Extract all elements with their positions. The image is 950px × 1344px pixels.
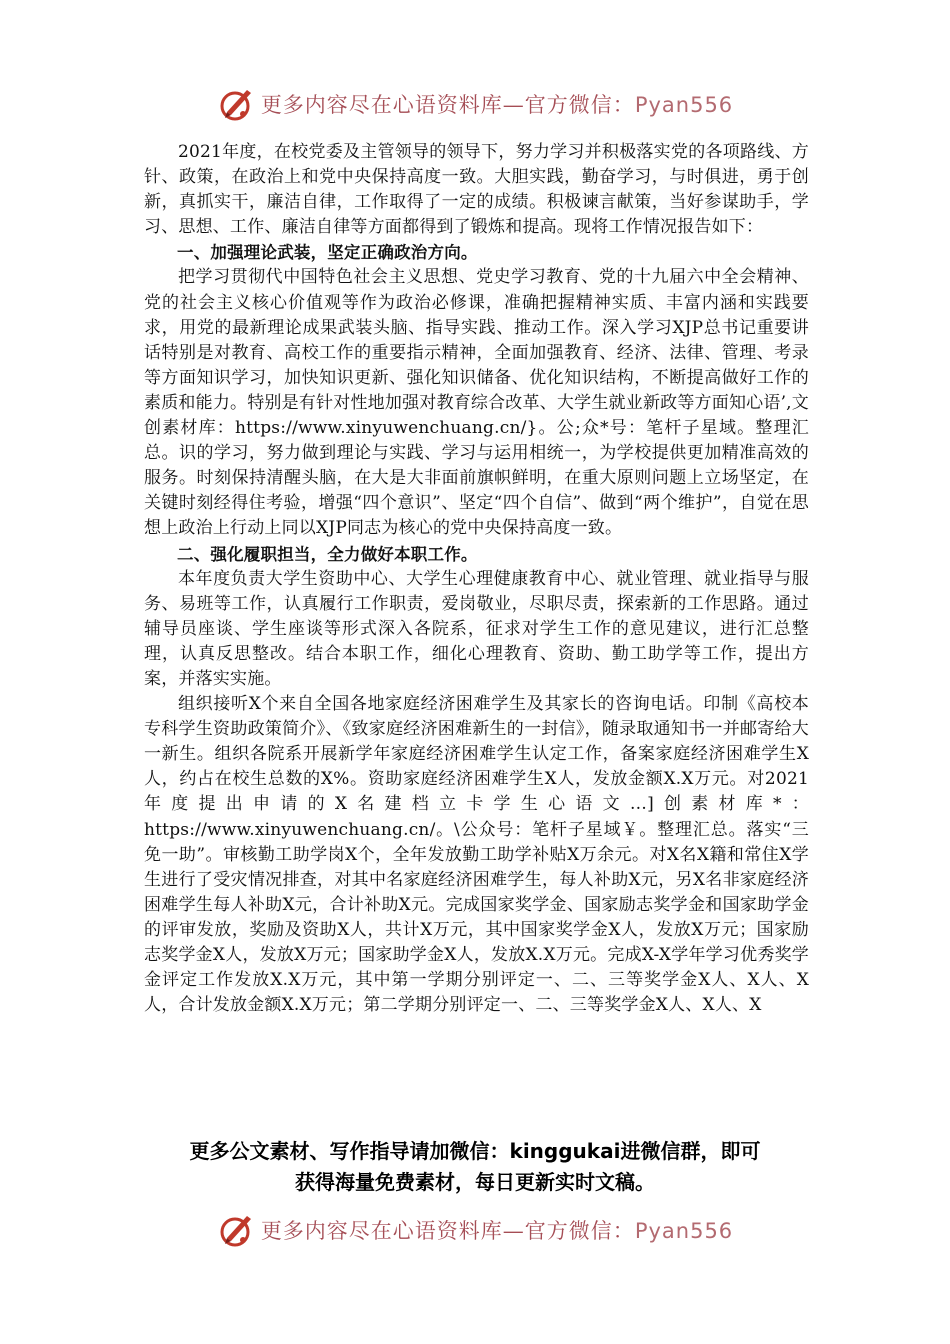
pen-logo-icon bbox=[217, 1210, 257, 1250]
section-2-paragraph-2: 组织接听X个来自全国各地家庭经济困难学生及其家长的咨询电话。印制《高校本专科学生资助政策简介》、《致家庭经济困难新生的一封信》，随录取通知书一并邮寄给大一新生。组织各院系开展新学年家庭经济困难学生认定工作，备案家庭经济困难学生X人，约占在校生总数的X%。资助家庭经济困难学生X人，发放金额X.X万元。对2021年度提出申请的X名建档立卡学生心语文…]创素材库*：https://www.xinyuwenchuang.cn/。\公众号：笔杆子星域￥。整理汇总。落实“三免一助”。审核勤工助学岗X个，全年发放勤工助学补贴X万余元。对X名X籍和常住X学生进行了受灾情况排查，对其中名家庭经济困难学生，每人补助X元，另X名非家庭经济困难学生每人补助X元，合计补助X元。完成国家奖学金、国家励志奖学金和国家助学金的评审发放，奖励及资助X人，共计X万元，其中国家奖学金X人，发放X万元；国家励志奖学金X人，发放X万元；国家助学金X人，发放X.X万元。完成X-X学年学习优秀奖学金评定工作发放X.X万元，其中第一学期分别评定一、二、三等奖学金X人、X人、X人，合计发放金额X.X万元；第二学期分别评定一、二、三等奖学金X人、X人、X bbox=[144, 694, 809, 1016]
section-1-paragraph: 把学习贯彻代中国特色社会主义思想、党史学习教育、党的十九届六中全会精神、党的社会主义核心价值观等作为政治必修课，准确把握精神实质、丰富内涵和实践要求，用党的最新理论成果武装头脑、指导实践、推动工作。深入学习XJP总书记重要讲话特别是对教育、高校工作的重要指示精神，全面加强教育、经济、法律、管理、考录等方面知识学习，加快知识更新、强化知识储备、优化知识结构，不断提高做好工作的素质和能力。特别是有针对性地加强对教育综合改革、大学生就业新政等方面知心语’,文创素材库：https://www.xinyuwenchuang.cn/}。公;众*号：笔杆子星域。整理汇总。识的学习，努力做到理论与实践、学习与运用相统一，为学校提供更加精准高效的服务。时刻保持清醒头脑，在大是大非面前旗帜鲜明，在重大原则问题上立场坚定，在关键时刻经得住考验，增强“四个意识”、坚定“四个自信”、做到“两个维护”，自觉在思想上政治上行动上同以XJP同志为核心的党中央保持高度一致。 bbox=[144, 267, 809, 539]
section-2-paragraph-1: 本年度负责大学生资助中心、大学生心理健康教育中心、就业管理、就业指导与服务、易班等工作，认真履行工作职责，爱岗敬业，尽职尽责，探索新的工作思路。通过辅导员座谈、学生座谈等形式深入各院系，征求对学生工作的意见建议，进行汇总整理，认真反思整改。结合本职工作，细化心理教育、资助、勤工助学等工作，提出方案，并落实实施。 bbox=[144, 568, 809, 689]
footer-banner bbox=[0, 1206, 950, 1254]
section-heading-2: 二、强化履职担当，全力做好本职工作。 bbox=[177, 544, 478, 564]
intro-paragraph: 2021年度，在校党委及主管领导的领导下，努力学习并积极落实党的各项路线、方针、政策，在政治上和党中央保持高度一致。大胆实践，勤奋学习，与时俱进，勇于创新，真抓实干，廉洁自律，工作取得了一定的成绩。积极谏言献策，当好参谋助手，学习、思想、工作、廉洁自律等方面都得到了锻炼和提高。现将工作情况报告如下： bbox=[144, 142, 809, 238]
footer-banner-account: Pyan556 bbox=[634, 1219, 734, 1243]
wechat-notice bbox=[100, 1136, 850, 1198]
footer-banner-text: 更多内容尽在心语资料库—官方微信：Pyan556 bbox=[260, 1219, 734, 1243]
header-banner-text: 更多内容尽在心语资料库—官方微信：Pyan556 bbox=[260, 93, 734, 117]
pen-logo-icon bbox=[217, 84, 257, 124]
header-banner-account: Pyan556 bbox=[634, 93, 734, 117]
wechat-notice-line-2: 获得海量免费素材，每日更新实时文稿。 bbox=[295, 1170, 655, 1194]
wechat-notice-line-1: 更多公文素材、写作指导请加微信：kinggukai进微信群，即可 bbox=[189, 1139, 761, 1163]
header-banner bbox=[0, 80, 950, 128]
document-body bbox=[144, 140, 809, 1018]
section-heading-1: 一、加强理论武装，坚定正确政治方向。 bbox=[177, 243, 478, 263]
